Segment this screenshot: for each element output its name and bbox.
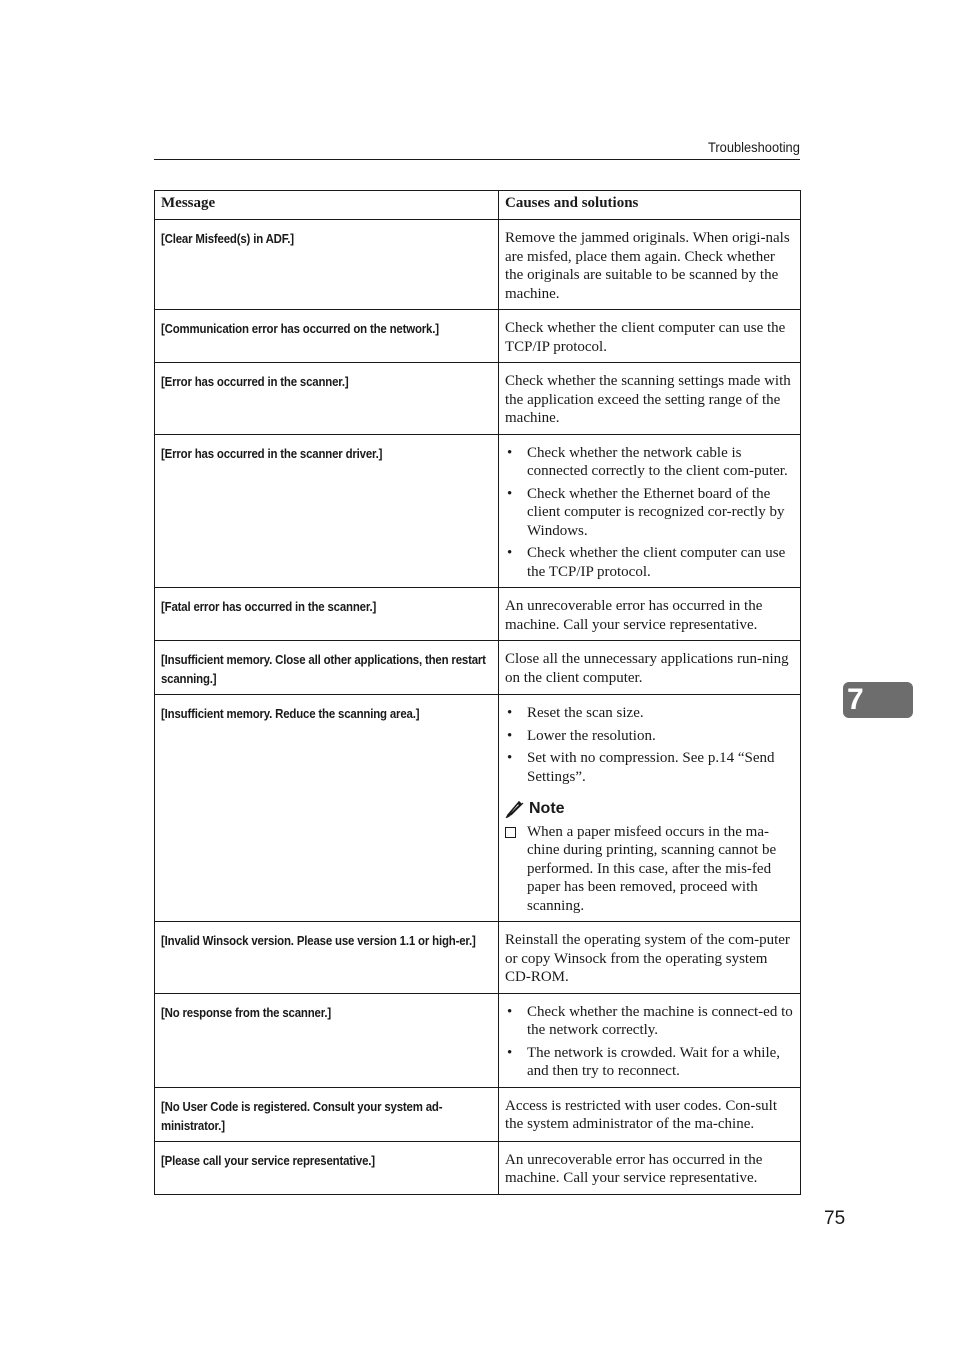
cause-cell: An unrecoverable error has occurred in the machine. Call your service representative.	[499, 588, 801, 641]
bullet-icon: •	[507, 444, 513, 461]
bullet-list	[505, 1003, 794, 1081]
table-row	[155, 695, 801, 922]
cause-cell: Access is restricted with user codes. Con-sult the system administrator of the ma-chine.	[499, 1087, 801, 1141]
table-row	[155, 993, 801, 1087]
message-cell: [No User Code is registered. Consult your system ad-ministrator.]	[155, 1087, 499, 1141]
message-cell: [Please call your service representative.]	[155, 1141, 499, 1194]
bullet-icon: •	[507, 1003, 513, 1020]
message-cell: [Clear Misfeed(s) in ADF.]	[155, 220, 499, 310]
bullet-icon: •	[507, 1044, 513, 1061]
column-header-message: Message	[155, 191, 499, 220]
list-item: • The network is crowded. Wait for a while, and then try to reconnect.	[507, 1044, 781, 1079]
list-item: • Set with no compression. See p.14 “Send Settings”.	[507, 750, 775, 785]
note-heading: Note	[505, 800, 794, 819]
bullet-icon: •	[507, 545, 513, 561]
message-cell: [Insufficient memory. Reduce the scanning area.]	[155, 695, 499, 922]
checkbox-square-icon	[505, 827, 516, 838]
bullet-list	[505, 704, 794, 786]
cause-cell	[499, 695, 801, 922]
troubleshooting-table	[154, 190, 801, 1195]
table-header-row	[155, 191, 801, 220]
column-header-causes: Causes and solutions	[499, 191, 801, 220]
running-header: Troubleshooting	[708, 139, 800, 155]
cause-cell: Check whether the client computer can use the TCP/IP protocol.	[499, 310, 801, 363]
table-row	[155, 641, 801, 695]
table-row	[155, 588, 801, 641]
message-cell: [Insufficient memory. Close all other applications, then restart scanning.]	[155, 641, 499, 695]
bullet-icon: •	[507, 705, 513, 721]
message-cell: [Communication error has occurred on the network.]	[155, 310, 499, 363]
list-item: • Check whether the machine is connect-ed to the network correctly.	[507, 1003, 793, 1038]
message-cell: [No response from the scanner.]	[155, 993, 499, 1087]
message-cell: [Invalid Winsock version. Please use version 1.1 or high-er.]	[155, 922, 499, 994]
cause-cell: An unrecoverable error has occurred in the machine. Call your service representative.	[499, 1141, 801, 1194]
bullet-icon: •	[507, 727, 513, 744]
table-row	[155, 1087, 801, 1141]
list-item: • Lower the resolution.	[507, 727, 656, 744]
note-item: When a paper misfeed occurs in the ma-chine during printing, scanning cannot be performed. In this case, after the mis-fed paper has been removed, proceed with scanning.	[505, 823, 794, 916]
table-row	[155, 363, 801, 435]
table-row	[155, 434, 801, 588]
page-number: 75	[824, 1208, 846, 1229]
table-row	[155, 922, 801, 994]
list-item: • Check whether the network cable is connected correctly to the client com-puter.	[507, 444, 788, 479]
cause-cell	[499, 993, 801, 1087]
bullet-list	[505, 444, 794, 582]
list-item: • Check whether the Ethernet board of the client computer is recognized cor-rectly by Windows.	[507, 485, 785, 539]
table-row	[155, 1141, 801, 1194]
cause-cell: Remove the jammed originals. When origi-nals are misfed, place them again. Check whether the originals are suitable to be scanned by the machine.	[499, 220, 801, 310]
table-row	[155, 310, 801, 363]
message-cell: [Fatal error has occurred in the scanner.]	[155, 588, 499, 641]
pencil-icon	[505, 800, 525, 818]
list-item: • Check whether the client computer can use the TCP/IP protocol.	[507, 545, 786, 580]
table-row	[155, 220, 801, 310]
cause-cell: Reinstall the operating system of the com-puter or copy Winsock from the operating system CD-ROM.	[499, 922, 801, 994]
cause-cell: Close all the unnecessary applications run-ning on the client computer.	[499, 641, 801, 695]
cause-cell	[499, 434, 801, 588]
bullet-icon: •	[507, 750, 513, 766]
list-item: • Reset the scan size.	[507, 705, 644, 721]
chapter-tab	[843, 682, 913, 718]
header-rule	[154, 159, 800, 160]
cause-cell: Check whether the scanning settings made with the application exceed the setting range of the machine.	[499, 363, 801, 435]
message-cell: [Error has occurred in the scanner.]	[155, 363, 499, 435]
bullet-icon: •	[507, 485, 513, 502]
chapter-number: 7	[847, 683, 864, 716]
message-cell: [Error has occurred in the scanner driver.]	[155, 434, 499, 588]
